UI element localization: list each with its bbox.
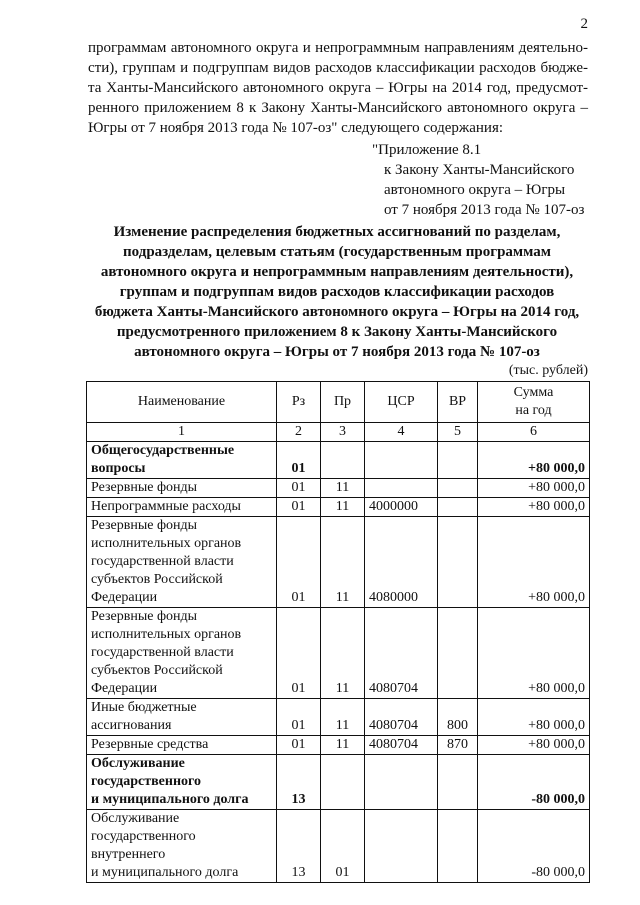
cell-name-line: Федерации: [91, 681, 158, 696]
header-vr: ВР: [438, 382, 478, 423]
cell-name-line: государственного: [91, 774, 202, 789]
cell-csr: 4080704: [365, 736, 438, 755]
header-sum: [478, 382, 590, 423]
appendix-ref-line: к Закону Ханты-Мансийского: [384, 162, 575, 178]
cell-name-line: субъектов Российской: [91, 572, 223, 587]
cell-pr: 01: [321, 810, 365, 883]
title-line: автономного округа и непрограммным направлениям деятельности),: [100, 264, 574, 280]
budget-table: [86, 381, 590, 883]
cell-rz: 13: [277, 755, 321, 810]
cell-name-line: Обслуживание: [91, 756, 185, 771]
cell-name: [87, 517, 277, 608]
table-body: [87, 442, 590, 883]
table-row: [87, 498, 590, 517]
cell-vr: 870: [438, 736, 478, 755]
cell-sum: -80 000,0: [478, 755, 590, 810]
cell-vr: [438, 517, 478, 608]
cell-name-line: Иные бюджетные: [91, 700, 197, 715]
title-line: автономного округа – Югры от 7 ноября 2013 года № 107-оз: [134, 344, 540, 360]
cell-name-line: Непрограммные расходы: [91, 499, 241, 514]
cell-rz: 01: [277, 517, 321, 608]
cell-name: [87, 810, 277, 883]
cell-name-line: Федерации: [91, 590, 158, 605]
appendix-ref-line: от 7 ноября 2013 года № 107-оз: [384, 202, 585, 218]
header-pr: Пр: [321, 382, 365, 423]
cell-sum: +80 000,0: [478, 498, 590, 517]
cell-csr: [365, 442, 438, 479]
cell-name: [87, 479, 277, 498]
table-row: [87, 699, 590, 736]
table-row: [87, 810, 590, 883]
table-row: [87, 608, 590, 699]
header-csr: ЦСР: [365, 382, 438, 423]
cell-vr: [438, 442, 478, 479]
appendix-ref-line: автономного округа – Югры: [384, 182, 566, 198]
cell-rz: 13: [277, 810, 321, 883]
cell-rz: 01: [277, 608, 321, 699]
cell-sum: +80 000,0: [478, 699, 590, 736]
cell-csr: [365, 810, 438, 883]
cell-name-line: государственной власти: [91, 554, 234, 569]
cell-name: [87, 442, 277, 479]
cell-rz: 01: [277, 498, 321, 517]
cell-name: [87, 736, 277, 755]
table-header-row: [87, 382, 590, 423]
column-number: 5: [438, 423, 478, 442]
cell-sum: +80 000,0: [478, 608, 590, 699]
cell-name: [87, 498, 277, 517]
header-sum-line: Сумма: [513, 385, 554, 400]
cell-sum: -80 000,0: [478, 810, 590, 883]
intro-line: программам автономного округа и непрограммным направлениям деятельно-: [88, 40, 588, 56]
intro-line: сти), группам и подгруппам видов расходов классификации расходов бюдже-: [88, 60, 588, 76]
cell-vr: [438, 608, 478, 699]
cell-csr: 4080704: [365, 699, 438, 736]
table-row: [87, 442, 590, 479]
title-line: группам и подгруппам видов расходов классификации расходов: [119, 284, 555, 300]
appendix-reference: [372, 140, 585, 220]
cell-pr: 11: [321, 498, 365, 517]
column-number: 4: [365, 423, 438, 442]
cell-name-line: Резервные средства: [91, 737, 209, 752]
cell-csr: 4080704: [365, 608, 438, 699]
cell-name-line: ассигнования: [91, 718, 172, 733]
cell-csr: 4080000: [365, 517, 438, 608]
cell-rz: 01: [277, 442, 321, 479]
cell-name-line: государственной власти: [91, 645, 234, 660]
cell-vr: [438, 755, 478, 810]
cell-name-line: Резервные фонды: [91, 480, 198, 495]
cell-csr: [365, 755, 438, 810]
cell-vr: [438, 498, 478, 517]
document-title: [86, 222, 588, 362]
column-number-row: [87, 423, 590, 442]
cell-name-line: Резервные фонды: [91, 518, 198, 533]
page-number: 2: [580, 16, 588, 32]
cell-name-line: исполнительных органов: [91, 536, 242, 551]
cell-name: [87, 699, 277, 736]
column-number: 1: [87, 423, 277, 442]
cell-vr: 800: [438, 699, 478, 736]
column-number: 2: [277, 423, 321, 442]
title-line: Изменение распределения бюджетных ассигнований по разделам,: [113, 224, 561, 240]
cell-pr: [321, 442, 365, 479]
cell-rz: 01: [277, 736, 321, 755]
header-sum-line: на год: [515, 403, 552, 418]
intro-line: ренного приложением 8 к Закону Ханты-Мансийского автономного округа –: [88, 100, 588, 116]
intro-line: та Ханты-Мансийского автономного округа – Югры на 2014 год, предусмот-: [88, 80, 588, 96]
title-line: подразделам, целевым статьям (государственным программам: [123, 244, 551, 260]
header-rz: Рз: [277, 382, 321, 423]
cell-vr: [438, 810, 478, 883]
intro-paragraph: [88, 38, 588, 138]
appendix-ref-line: "Приложение 8.1: [372, 142, 482, 158]
cell-name-line: и муниципального долга: [91, 865, 239, 880]
cell-rz: 01: [277, 699, 321, 736]
header-name: Наименование: [87, 382, 277, 423]
cell-name-line: и муниципального долга: [91, 792, 249, 807]
cell-sum: +80 000,0: [478, 736, 590, 755]
cell-sum: +80 000,0: [478, 517, 590, 608]
cell-name: [87, 755, 277, 810]
cell-rz: 01: [277, 479, 321, 498]
cell-name-line: Обслуживание: [91, 811, 180, 826]
title-line: бюджета Ханты-Мансийского автономного округа – Югры на 2014 год,: [94, 304, 580, 320]
table-row: [87, 736, 590, 755]
column-number: 6: [478, 423, 590, 442]
cell-pr: 11: [321, 608, 365, 699]
table-row: [87, 755, 590, 810]
cell-sum: +80 000,0: [478, 479, 590, 498]
cell-csr: [365, 479, 438, 498]
cell-name-line: Резервные фонды: [91, 609, 198, 624]
cell-pr: [321, 755, 365, 810]
cell-name: [87, 608, 277, 699]
cell-pr: 11: [321, 699, 365, 736]
cell-name-line: государственного внутреннего: [91, 829, 196, 862]
cell-csr: 4000000: [365, 498, 438, 517]
cell-pr: 11: [321, 479, 365, 498]
cell-name-line: исполнительных органов: [91, 627, 242, 642]
table-row: [87, 517, 590, 608]
cell-name-line: вопросы: [91, 461, 146, 476]
cell-name-line: субъектов Российской: [91, 663, 223, 678]
cell-vr: [438, 479, 478, 498]
cell-sum: +80 000,0: [478, 442, 590, 479]
cell-pr: 11: [321, 517, 365, 608]
title-line: предусмотренного приложением 8 к Закону Ханты-Мансийского: [116, 324, 558, 340]
intro-line: Югры от 7 ноября 2013 года № 107-оз" следующего содержания:: [88, 120, 504, 136]
cell-pr: 11: [321, 736, 365, 755]
column-number: 3: [321, 423, 365, 442]
units-label: (тыс. рублей): [508, 363, 588, 378]
cell-name-line: Общегосударственные: [91, 443, 235, 458]
table-row: [87, 479, 590, 498]
